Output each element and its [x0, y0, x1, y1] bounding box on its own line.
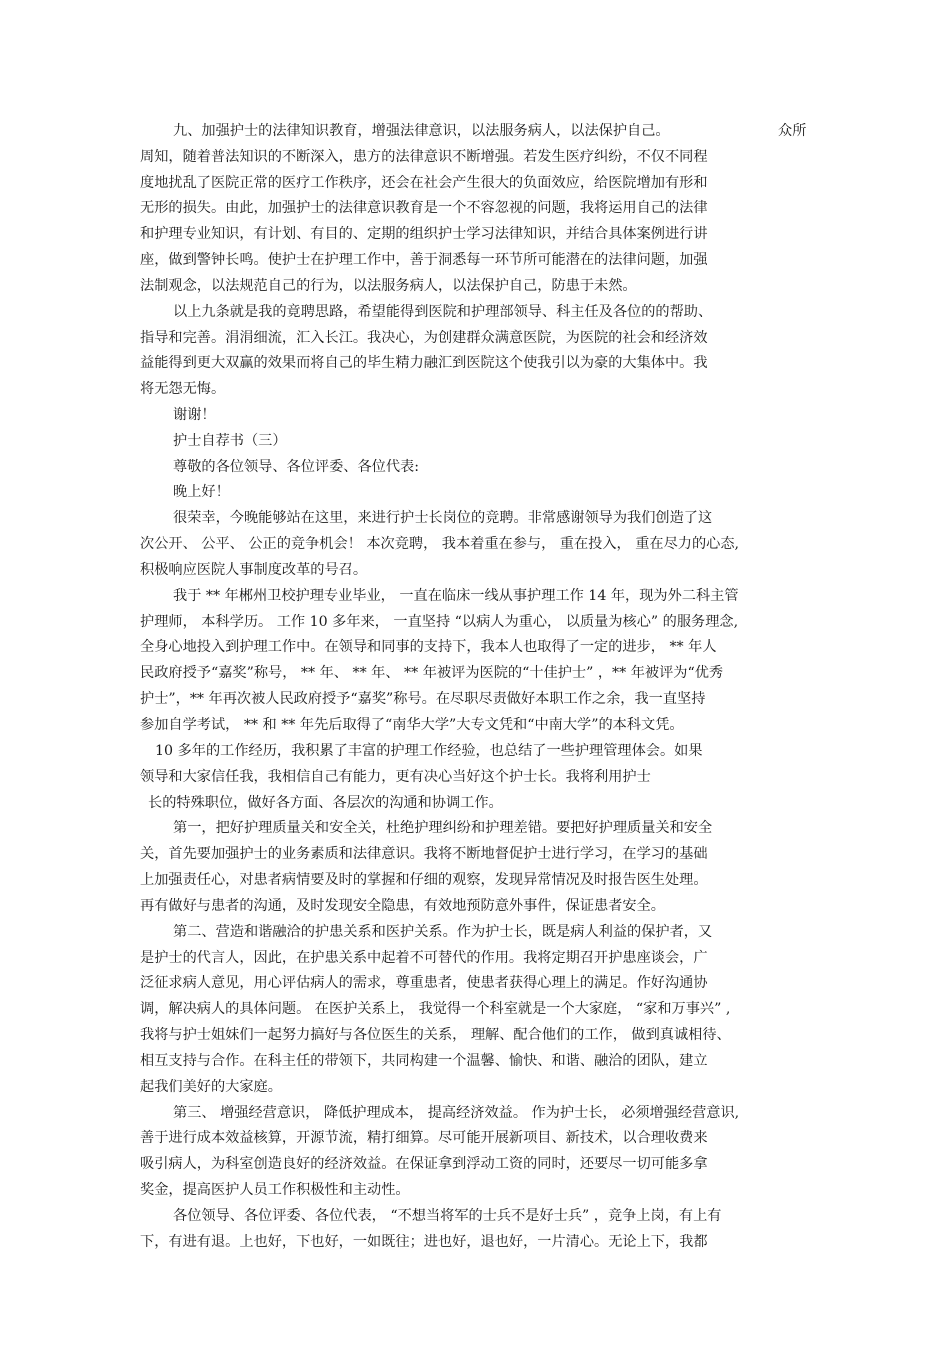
text-line: 奖金，提高医护人员工作积极性和主动性。 [140, 1182, 410, 1198]
text-line: 次公开、 公平、 公正的竞争机会！ 本次竞聘， 我本着重在参与， 重在投入， 重在尽力的心态, [140, 536, 740, 552]
text-line: 长的特殊职位，做好各方面、各层次的沟通和协调工作。 [148, 795, 503, 811]
text-line: 以上九条就是我的竟聘思路，希望能得到医院和护理部领导、科主任及各位的的帮助、 [173, 304, 713, 320]
text-line: 护士”，** 年再次被人民政府授予“嘉奖”称号。在尽职尽责做好本职工作之余，我一直坚持 [140, 691, 706, 707]
text-line: 泛征求病人意见，用心评估病人的需求，尊重患者，使患者获得心理上的满足。作好沟通协 [140, 975, 708, 991]
text-line: 无形的损失。由此，加强护士的法律意识教育是一个不容忽视的问题，我将运用自己的法律 [140, 200, 708, 216]
text-line: 法制观念，以法规范自己的行为，以法服务病人，以法保护自己，防患于未然。 [140, 278, 637, 294]
heading: 护士自荐书（三） [173, 433, 287, 449]
text-line: 众所 [778, 123, 807, 139]
text-line: 我将与护士姐妹们一起努力搞好与各位医生的关系， 理解、配合他们的工作， 做到真诚相待、 [140, 1027, 731, 1043]
text-line: 第三、 增强经营意识， 降低护理成本， 提高经济效益。 作为护士长， 必须增强经营意识, [173, 1105, 740, 1121]
text-line: 关，首先要加强护士的业务素质和法律意识。我将不断地督促护士进行学习，在学习的基础 [140, 846, 708, 862]
text-line: 第一，把好护理质量关和安全关，杜绝护理纠纷和护理差错。要把好护理质量关和安全 [173, 820, 713, 836]
text-line: 益能得到更大双赢的效果而将自己的毕生精力融汇到医院这个使我引以为豪的大集体中。我 [140, 355, 708, 371]
text-line: 10 多年的工作经历，我积累了丰富的护理工作经验，也总结了一些护理管理体会。如果 [155, 743, 703, 759]
salutation: 尊敬的各位领导、各位评委、各位代表: [173, 459, 419, 475]
text-line: 参加自学考试， ** 和 ** 年先后取得了“南华大学”大专文凭和“中南大学”的本科文凭。 [140, 717, 684, 733]
text-line: 我于 ** 年郴州卫校护理专业毕业， 一直在临床一线从事护理工作 14 年，现为外二科主管 [173, 588, 739, 604]
text-line: 指导和完善。涓涓细流，汇入长江。我决心，为创建群众满意医院，为医院的社会和经济效 [140, 330, 708, 346]
text-line: 九、加强护士的法律知识教育，增强法律意识，以法服务病人，以法保护自己。 [173, 123, 670, 139]
text-line: 谢谢！ [173, 407, 216, 423]
text-line: 起我们美好的大家庭。 [140, 1079, 282, 1095]
text-line: 各位领导、各位评委、各位代表， “不想当将军的士兵不是好士兵” ，竞争上岗，有上有 [173, 1208, 722, 1224]
text-line: 很荣幸，今晚能够站在这里，来进行护士长岗位的竞聘。非常感谢领导为我们创造了这 [173, 510, 713, 526]
text-line: 周知，随着普法知识的不断深入，患方的法律意识不断增强。若发生医疗纠纷，不仅不同程 [140, 149, 708, 165]
text-line: 善于进行成本效益核算，开源节流，精打细算。尽可能开展新项目、新技术，以合理收费来 [140, 1130, 708, 1146]
text-line: 调，解决病人的具体问题。 在医护关系上， 我觉得一个科室就是一个大家庭， “家和万事兴” , [140, 1001, 731, 1017]
text-line: 下，有进有退。上也好，下也好，一如既往；进也好，退也好，一片清心。无论上下，我都 [140, 1234, 708, 1250]
text-line: 吸引病人，为科室创造良好的经济效益。在保证拿到浮动工资的同时，还要尽一切可能多拿 [140, 1156, 708, 1172]
text-line: 座，做到警钟长鸣。使护士在护理工作中，善于洞悉每一环节所可能潜在的法律问题，加强 [140, 252, 708, 268]
text-line: 将无怨无悔。 [140, 381, 226, 397]
text-line: 全身心地投入到护理工作中。在领导和同事的支持下，我本人也取得了一定的进步， ** 年人 [140, 639, 717, 655]
text-line: 上加强责任心，对患者病情要及时的掌握和仔细的观察，发现异常情况及时报告医生处理。 [140, 872, 708, 888]
text-line: 度地扰乱了医院正常的医疗工作秩序，还会在社会产生很大的负面效应，给医院增加有形和 [140, 175, 708, 191]
text-line: 领导和大家信任我，我相信自己有能力，更有决心当好这个护士长。我将利用护士 [140, 769, 651, 785]
greeting: 晚上好！ [173, 484, 230, 500]
text-line: 民政府授予“嘉奖”称号， ** 年、 ** 年、 ** 年被评为医院的“十佳护士” ，** 年被评为“优秀 [140, 665, 724, 681]
text-line: 相互支持与合作。在科主任的带领下，共同构建一个温馨、愉快、和谐、融洽的团队，建立 [140, 1053, 708, 1069]
text-line: 再有做好与患者的沟通，及时发现安全隐患，有效地预防意外事件，保证患者安全。 [140, 898, 665, 914]
text-line: 和护理专业知识，有计划、有目的、定期的组织护士学习法律知识，并结合具体案例进行讲 [140, 226, 708, 242]
text-line: 积极响应医院人事制度改革的号召。 [140, 562, 368, 578]
text-line: 是护士的代言人，因此，在护患关系中起着不可替代的作用。我将定期召开护患座谈会，广 [140, 950, 708, 966]
text-line: 第二、营造和谐融洽的护患关系和医护关系。作为护士长，既是病人利益的保护者，又 [173, 924, 713, 940]
text-line: 护理师， 本科学历。 工作 10 多年来， 一直坚持 “以病人为重心， 以质量为核心” 的服务理念, [140, 614, 739, 630]
